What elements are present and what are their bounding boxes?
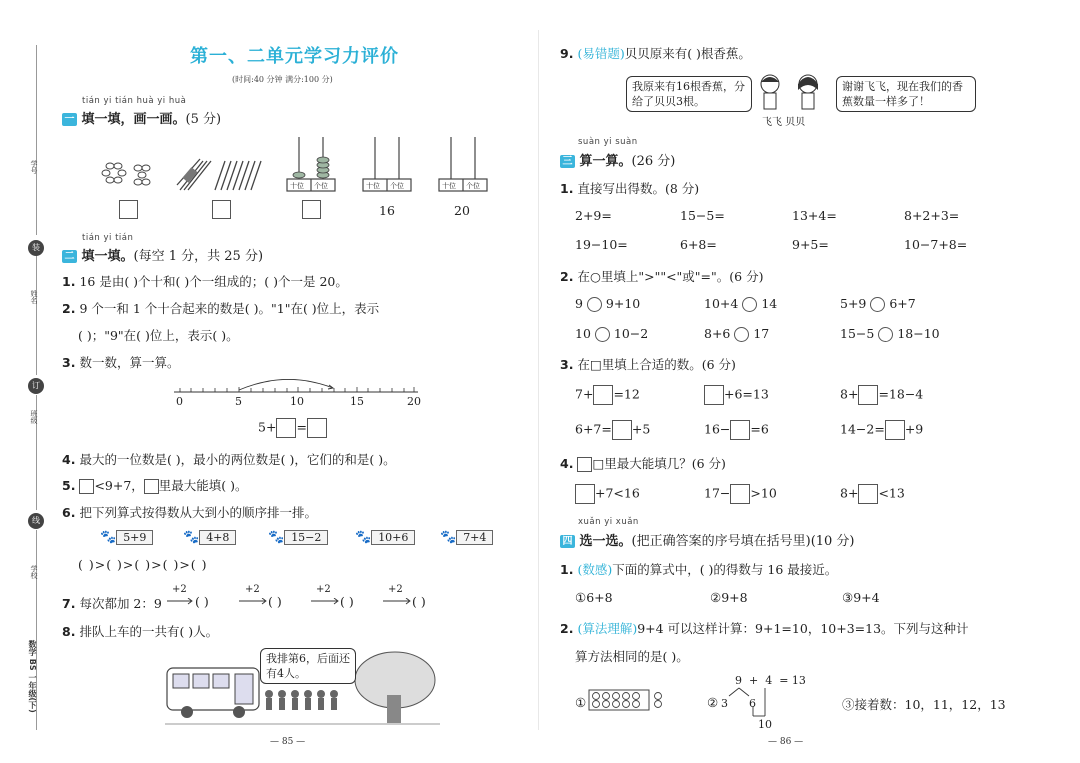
fill-item: 6+7= +5 — [575, 420, 650, 440]
answer-box[interactable] — [612, 420, 632, 440]
split-equation: 9 + 4 = 13 — [735, 674, 806, 687]
answer-box[interactable] — [212, 200, 231, 219]
max-fill-item: 17− >10 — [704, 484, 777, 504]
section-heading-4 — [560, 530, 855, 549]
answer-box[interactable] — [885, 420, 905, 440]
expression-card: 🐾 4+8 — [183, 530, 236, 545]
section-heading-1 — [62, 108, 221, 127]
compare-item: 10+4 14 — [704, 296, 778, 311]
sidebar-label-student-id: 学号 — [30, 160, 38, 174]
sidebar-label-name: 姓名 — [30, 290, 38, 304]
step-label: +2 — [172, 584, 187, 595]
compare-circle[interactable] — [870, 297, 885, 312]
section-number: 一 — [62, 113, 77, 126]
split-part: 6 — [749, 697, 756, 710]
sidebar-label-school: 学校 — [30, 565, 38, 579]
tick-label: 15 — [350, 395, 364, 408]
section-pinyin: suàn yi suàn — [578, 137, 638, 147]
page-divider — [538, 30, 539, 730]
tick-label: 5 — [235, 395, 242, 408]
choice-option[interactable]: ① — [575, 695, 587, 710]
section-label: 算一算。 — [579, 154, 632, 169]
question-7: 7. 每次都加 2：9 — [62, 596, 162, 611]
svg-text:十位: 十位 — [290, 182, 304, 190]
binding-dot: 装 — [28, 240, 44, 256]
sidebar-rule — [36, 45, 37, 235]
section-pinyin: tián yi tián — [82, 233, 134, 243]
compare-circle[interactable] — [587, 297, 602, 312]
answer-box[interactable] — [276, 418, 296, 438]
section-heading-3 — [560, 150, 675, 169]
choice-question-2: 2. (算法理解)9+4 可以这样计算：9+1=10，10+3=13。下列与这种计 — [560, 621, 969, 636]
section-number: 三 — [560, 155, 575, 168]
answer-box[interactable] — [858, 484, 878, 504]
answer-box[interactable] — [575, 484, 595, 504]
binding-dot: 订 — [28, 378, 44, 394]
section-points: (5 分) — [185, 112, 222, 127]
speech-bubble-feifei: 我原来有16根香蕉，分给了贝贝3根。 — [626, 76, 752, 112]
calc-item: 8+2+3= — [904, 208, 960, 223]
tick-label: 0 — [176, 395, 183, 408]
max-fill-item: +7<16 — [575, 484, 640, 504]
sequence-arrows — [165, 598, 435, 606]
children-names: 飞飞 贝贝 — [762, 117, 806, 128]
section-label: 填一填。 — [81, 249, 134, 264]
sequence-blank: ( ) — [412, 594, 426, 609]
choice-option[interactable]: ② — [707, 695, 719, 710]
answer-box[interactable] — [730, 484, 750, 504]
question-1: 1. 16 是由( )个十和( )个一组成的；( )个一是 20。 — [62, 274, 348, 289]
choice-option[interactable]: ①6+8 — [575, 590, 613, 605]
choice-option[interactable]: ②9+8 — [710, 590, 748, 605]
box-icon — [577, 457, 592, 472]
section-points: (把正确答案的序号填在括号里)(10 分) — [631, 534, 855, 549]
answer-box[interactable] — [79, 479, 94, 494]
svg-text:十位: 十位 — [442, 182, 456, 190]
choice-question-1: 1. (数感)下面的算式中，( )的得数与 16 最接近。 — [560, 562, 838, 577]
calc-item: 13+4= — [792, 208, 837, 223]
section-points: (每空 1 分，共 25 分) — [133, 249, 264, 264]
compare-item: 8+6 17 — [704, 326, 770, 341]
step-label: +2 — [316, 584, 331, 595]
compare-item: 10 10−2 — [575, 326, 649, 341]
order-blanks: ( )>( )>( )>( )>( ) — [78, 557, 208, 572]
compare-circle[interactable] — [742, 297, 757, 312]
expression-card: 🐾 15−2 — [268, 530, 328, 545]
compare-circle[interactable] — [878, 327, 893, 342]
max-fill-item: 8+ <13 — [840, 484, 905, 504]
calc-item: 10−7+8= — [904, 237, 968, 252]
compare-circle[interactable] — [595, 327, 610, 342]
step-label: +2 — [245, 584, 260, 595]
sequence-blank: ( ) — [340, 594, 354, 609]
page-title: 第一、二单元学习力评价 — [190, 46, 399, 67]
stick-bundle-image — [175, 155, 270, 195]
ten-frame-image — [588, 688, 668, 714]
section-pinyin: tián yi tián huà yi huà — [82, 96, 187, 106]
question-4: 4. 最大的一位数是( )，最小的两位数是( )，它们的和是( )。 — [62, 452, 396, 467]
answer-box[interactable] — [858, 385, 878, 405]
split-part: 10 — [758, 718, 772, 731]
sidebar-label-class: 班级 — [30, 410, 38, 424]
section-number: 四 — [560, 535, 575, 548]
section-heading-2 — [62, 245, 263, 264]
choice-option[interactable]: ③接着数：10，11，12，13 — [842, 697, 1006, 712]
page-number: — 86 — — [768, 737, 804, 747]
svg-text:个位: 个位 — [390, 182, 404, 190]
answer-box[interactable] — [302, 200, 321, 219]
sidebar-footer: 数学 BS 一年级(下) — [28, 640, 37, 713]
question-9: 9. (易错题)贝贝原来有( )根香蕉。 — [560, 46, 751, 61]
binding-dot: 线 — [28, 513, 44, 529]
answer-box[interactable] — [730, 420, 750, 440]
compare-item: 5+9 6+7 — [840, 296, 916, 311]
calc-item: 9+5= — [792, 237, 829, 252]
calc-item: 19−10= — [575, 237, 628, 252]
question-3: 3. 数一数，算一算。 — [62, 355, 180, 370]
abacus-value: 20 — [454, 203, 470, 218]
sequence-blank: ( ) — [195, 594, 209, 609]
answer-box[interactable] — [593, 385, 613, 405]
abacus-value: 16 — [379, 203, 395, 218]
page-subtitle: (时间:40 分钟 满分:100 分) — [232, 75, 333, 84]
svg-text:个位: 个位 — [314, 182, 328, 190]
section-points: (26 分) — [631, 154, 676, 169]
speech-bubble-beibei: 谢谢飞飞，现在我们的香蕉数量一样多了！ — [836, 76, 976, 112]
page-number: — 85 — — [270, 737, 306, 747]
sequence-blank: ( ) — [268, 594, 282, 609]
children-illustration — [756, 72, 828, 112]
sidebar-rule — [36, 255, 37, 375]
expression-card: 🐾 10+6 — [355, 530, 415, 545]
section-number: 二 — [62, 250, 77, 263]
compare-item: 9 9+10 — [575, 296, 641, 311]
calc-item: 15−5= — [680, 208, 725, 223]
number-line-equation: 5+ = — [258, 418, 327, 438]
calc-item: 2+9= — [575, 208, 612, 223]
fill-item: +6=13 — [704, 385, 769, 405]
section-label: 选一选。 — [579, 534, 632, 549]
answer-box[interactable] — [704, 385, 724, 405]
tick-label: 10 — [290, 395, 304, 408]
answer-box[interactable] — [307, 418, 327, 438]
tick-label: 20 — [407, 395, 421, 408]
calc-question-1: 1. 直接写出得数。(8 分) — [560, 181, 700, 196]
expression-card: 🐾 5+9 — [100, 530, 153, 545]
fill-item: 8+ =18−4 — [840, 385, 923, 405]
bead-cluster-image — [100, 158, 160, 192]
split-part: 3 — [721, 697, 728, 710]
calc-item: 6+8= — [680, 237, 717, 252]
question-5: 5. <9+7， 里最大能填( )。 — [62, 478, 248, 493]
section-label: 填一填，画一画。 — [81, 112, 186, 127]
fill-item: 16− =6 — [704, 420, 769, 440]
calc-question-2: 2. 在○里填上">""<"或"="。(6 分) — [560, 269, 764, 284]
question-2: 2. 9 个一和 1 个十合起来的数是( )。"1"在( )位上，表示 — [62, 301, 380, 316]
abacus-images — [285, 135, 495, 195]
speech-bubble: 我排第6，后面还有4人。 — [260, 648, 356, 684]
step-label: +2 — [388, 584, 403, 595]
question-2-line2: ( )；"9"在( )位上，表示( )。 — [78, 328, 239, 343]
section-pinyin: xuǎn yi xuǎn — [578, 517, 639, 527]
question-8: 8. 排队上车的一共有( )人。 — [62, 624, 219, 639]
choice-question-2-line2: 算方法相同的是( )。 — [575, 649, 689, 664]
fill-item: 7+ =12 — [575, 385, 640, 405]
svg-text:个位: 个位 — [466, 182, 480, 190]
compare-item: 15−5 18−10 — [840, 326, 940, 341]
choice-option[interactable]: ③9+4 — [842, 590, 880, 605]
answer-box[interactable] — [119, 200, 138, 219]
calc-question-3: 3. 在□里填上合适的数。(6 分) — [560, 357, 736, 372]
question-6: 6. 把下列算式按得数从大到小的顺序排一排。 — [62, 505, 317, 520]
answer-box[interactable] — [144, 479, 159, 494]
compare-circle[interactable] — [734, 327, 749, 342]
expression-card: 🐾 7+4 — [440, 530, 493, 545]
svg-text:十位: 十位 — [366, 182, 380, 190]
calc-question-4: 4. □里最大能填几？(6 分) — [560, 456, 726, 471]
fill-item: 14−2= +9 — [840, 420, 923, 440]
